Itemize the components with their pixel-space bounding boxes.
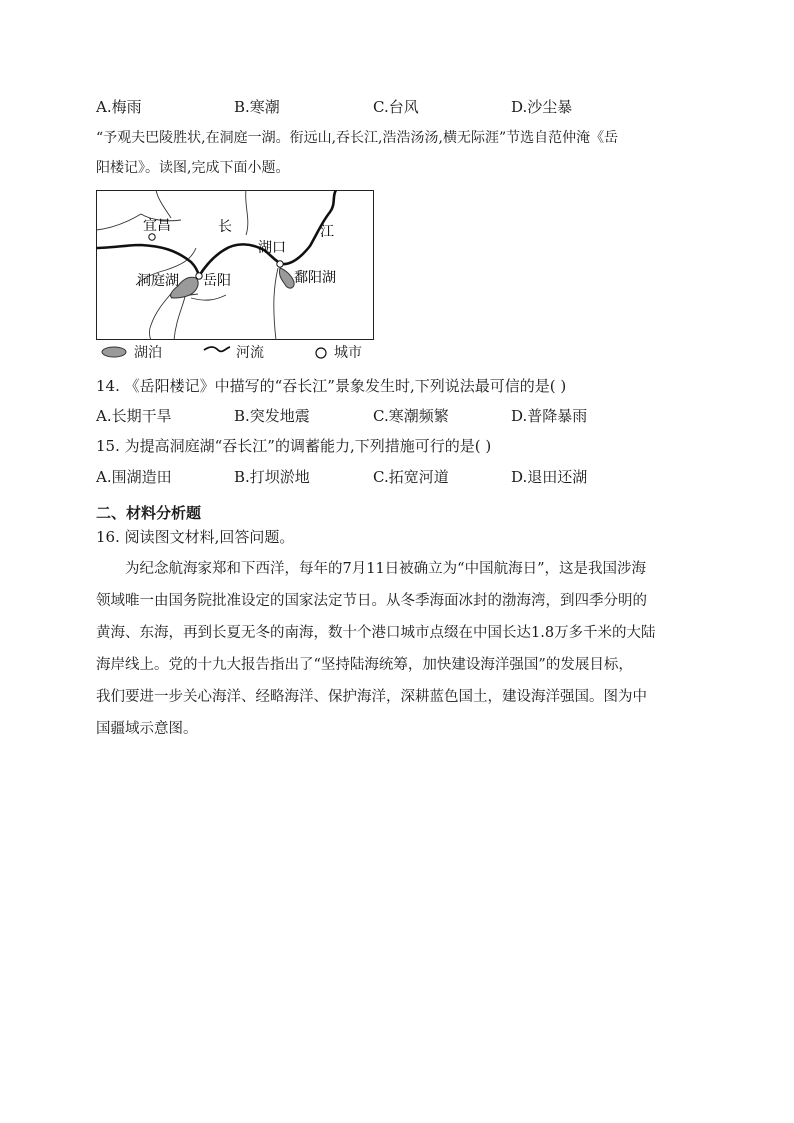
q13-option-c: C.台风: [373, 98, 419, 116]
section-2-title: 二、材料分析题: [96, 504, 202, 522]
paragraph-line-5: 我们要进一步关心海洋、经略海洋、保护海洋，深耕蓝色国土，建设海洋强国。图为中: [96, 689, 647, 705]
q15-option-a: A.围湖造田: [96, 468, 172, 486]
legend-river-icon: [202, 344, 232, 360]
yangtze-lakes-map: [96, 190, 374, 340]
label-yichang: 宜昌: [143, 218, 171, 234]
q14-option-a: A.长期干旱: [96, 407, 172, 425]
legend-river-label: 河流: [236, 345, 264, 361]
label-hukou: 湖口: [258, 240, 286, 256]
q15-option-d: D.退田还湖: [511, 468, 588, 486]
q14-option-c: C.寒潮频繁: [373, 407, 449, 425]
q16-text: 16. 阅读图文材料,回答问题。: [96, 528, 295, 546]
q16-material-paragraph: [96, 553, 696, 745]
map-frame: [97, 191, 374, 340]
q15-option-c: C.拓宽河道: [373, 468, 449, 486]
paragraph-line-1: 为纪念航海家郑和下西洋，每年的7月11日被确立为“中国航海日”，这是我国涉海: [96, 561, 646, 577]
label-yueyang: 岳阳: [203, 273, 231, 289]
intro-line-1: “予观夫巴陵胜状,在洞庭一湖。衔远山,吞长江,浩浩汤汤,横无际涯”节选自范仲淹《岳: [96, 130, 619, 146]
intro-line-2: 阳楼记》。读图,完成下面小题。: [96, 160, 290, 176]
legend-lake-label: 湖泊: [134, 345, 162, 361]
yueyang-city-marker: [196, 273, 202, 279]
q15-text: 15. 为提高洞庭湖“吞长江”的调蓄能力,下列措施可行的是( ): [96, 437, 492, 455]
map-svg: [96, 190, 374, 340]
label-chang: 长: [218, 219, 232, 235]
legend-city-icon: [314, 346, 328, 360]
paragraph-line-2: 领域唯一由国务院批准设定的国家法定节日。从冬季海面冰封的渤海湾，到四季分明的: [96, 593, 647, 609]
q13-option-b: B.寒潮: [234, 98, 280, 116]
legend-city-label: 城市: [334, 345, 362, 361]
q14-option-b: B.突发地震: [234, 407, 310, 425]
label-poyanghu: 鄱阳湖: [294, 270, 336, 286]
label-jiang: 江: [320, 224, 334, 240]
q13-option-a: A.梅雨: [96, 98, 142, 116]
hukou-city-marker: [277, 261, 283, 267]
q14-text: 14. 《岳阳楼记》中描写的“吞长江”景象发生时,下列说法最可信的是( ): [96, 377, 567, 395]
paragraph-line-4: 海岸线上。党的十九大报告指出了“坚持陆海统筹，加快建设海洋强国”的发展目标，: [96, 657, 633, 673]
paragraph-line-6: 国疆域示意图。: [96, 721, 198, 737]
q15-option-b: B.打坝淤地: [234, 468, 310, 486]
q14-option-d: D.普降暴雨: [511, 407, 588, 425]
legend-lake-icon: [100, 345, 130, 359]
q13-option-d: D.沙尘暴: [511, 98, 573, 116]
yichang-city-marker: [149, 234, 155, 240]
paragraph-line-3: 黄海、东海，再到长夏无冬的南海，数十个港口城市点缀在中国长达1.8万多千米的大陆: [96, 625, 656, 641]
label-dongtinghu: 洞庭湖: [137, 273, 179, 289]
